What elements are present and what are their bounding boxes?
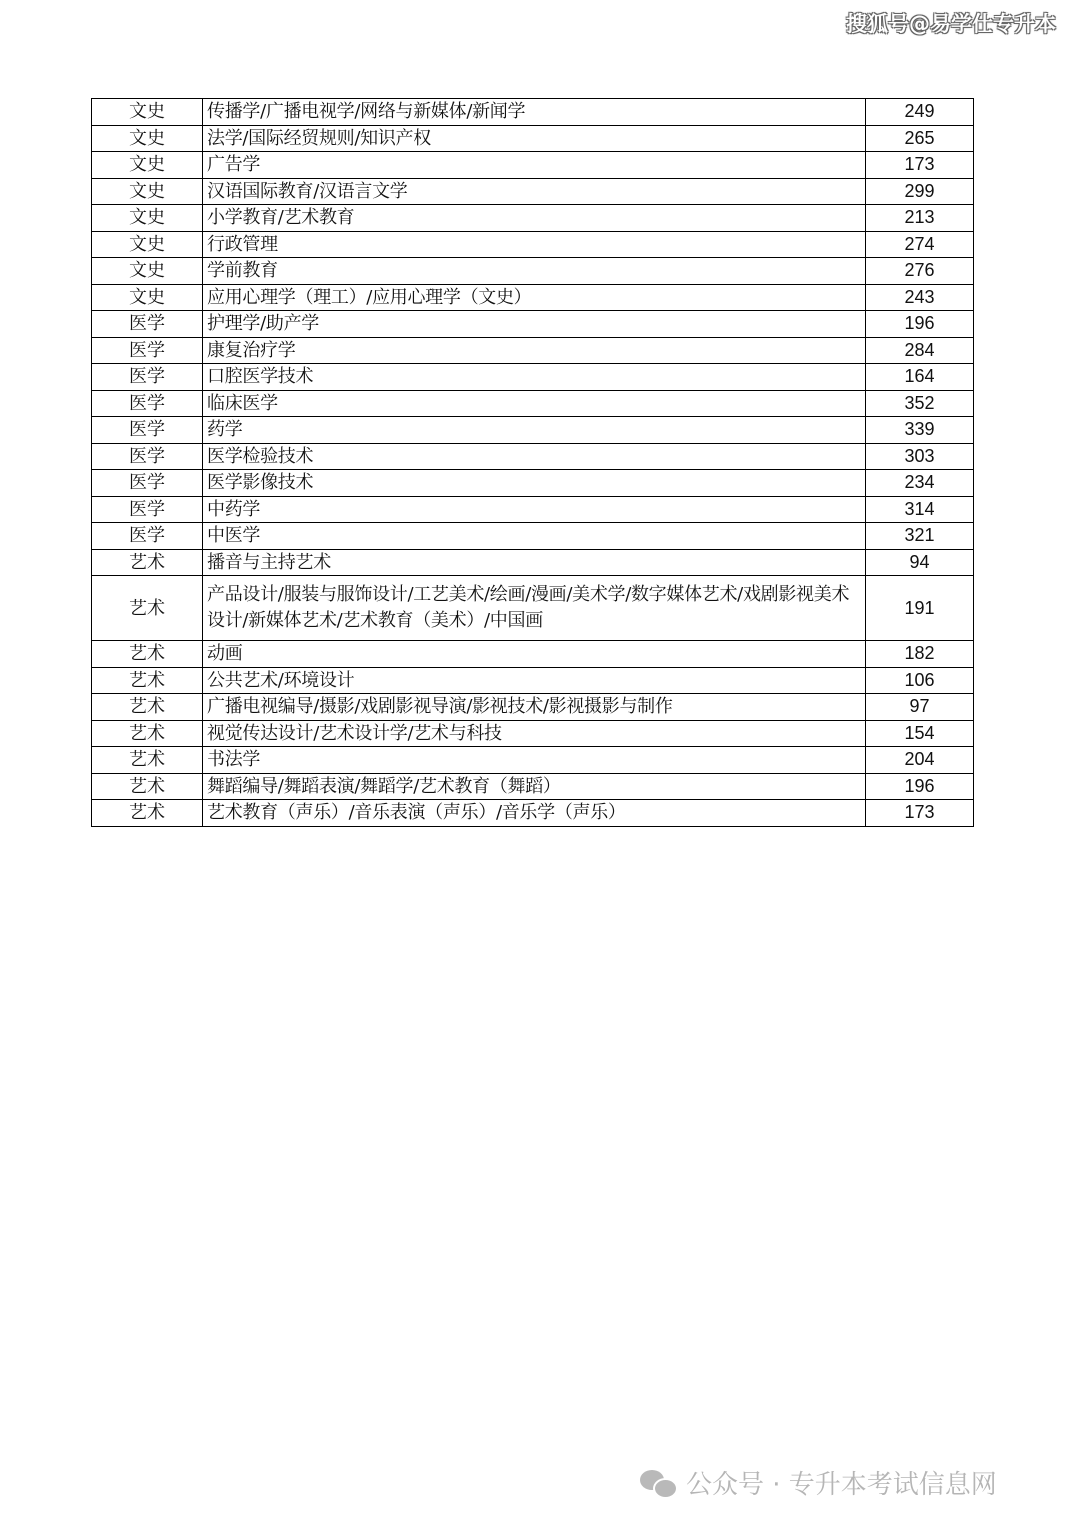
- table-row: [92, 258, 974, 285]
- major-cell: 中药学: [203, 496, 866, 523]
- table-row: [92, 178, 974, 205]
- score-cell: 182: [866, 641, 974, 668]
- major-cell: 公共艺术/环境设计: [203, 667, 866, 694]
- table-row: [92, 667, 974, 694]
- table-row: [92, 747, 974, 774]
- category-cell: 文史: [92, 152, 203, 179]
- score-table: [91, 98, 974, 827]
- score-cell: 173: [866, 152, 974, 179]
- major-cell: 舞蹈编导/舞蹈表演/舞蹈学/艺术教育（舞蹈）: [203, 773, 866, 800]
- major-cell: 口腔医学技术: [203, 364, 866, 391]
- category-cell: 艺术: [92, 800, 203, 827]
- score-cell: 97: [866, 694, 974, 721]
- major-cell: 康复治疗学: [203, 337, 866, 364]
- category-cell: 医学: [92, 470, 203, 497]
- score-cell: 204: [866, 747, 974, 774]
- table-row: [92, 549, 974, 576]
- major-cell: 艺术教育（声乐）/音乐表演（声乐）/音乐学（声乐）: [203, 800, 866, 827]
- major-cell: 药学: [203, 417, 866, 444]
- major-cell: 行政管理: [203, 231, 866, 258]
- major-cell: 中医学: [203, 523, 866, 550]
- major-cell: 传播学/广播电视学/网络与新媒体/新闻学: [203, 99, 866, 126]
- major-cell: 法学/国际经贸规则/知识产权: [203, 125, 866, 152]
- major-cell: 医学影像技术: [203, 470, 866, 497]
- score-cell: 339: [866, 417, 974, 444]
- table-row: [92, 152, 974, 179]
- category-cell: 医学: [92, 523, 203, 550]
- score-cell: 191: [866, 576, 974, 641]
- category-cell: 文史: [92, 99, 203, 126]
- table-row: [92, 205, 974, 232]
- table-row: [92, 523, 974, 550]
- category-cell: 医学: [92, 443, 203, 470]
- watermark-bottom: [640, 1464, 997, 1501]
- score-cell: 249: [866, 99, 974, 126]
- category-cell: 文史: [92, 231, 203, 258]
- major-cell: 护理学/助产学: [203, 311, 866, 338]
- score-cell: 196: [866, 311, 974, 338]
- major-cell: 播音与主持艺术: [203, 549, 866, 576]
- score-cell: 173: [866, 800, 974, 827]
- score-cell: 164: [866, 364, 974, 391]
- table-row: [92, 337, 974, 364]
- table-row: [92, 694, 974, 721]
- major-cell: 书法学: [203, 747, 866, 774]
- category-cell: 艺术: [92, 720, 203, 747]
- table-row: [92, 390, 974, 417]
- score-cell: 352: [866, 390, 974, 417]
- category-cell: 文史: [92, 284, 203, 311]
- table-row: [92, 443, 974, 470]
- score-cell: 314: [866, 496, 974, 523]
- category-cell: 艺术: [92, 747, 203, 774]
- score-cell: 154: [866, 720, 974, 747]
- watermark-top: 搜狐号@易学仕专升本: [846, 12, 1056, 36]
- table-row: [92, 800, 974, 827]
- category-cell: 文史: [92, 125, 203, 152]
- category-cell: 医学: [92, 417, 203, 444]
- category-cell: 医学: [92, 337, 203, 364]
- table-row: [92, 641, 974, 668]
- category-cell: 艺术: [92, 667, 203, 694]
- category-cell: 医学: [92, 496, 203, 523]
- category-cell: 医学: [92, 311, 203, 338]
- score-cell: 274: [866, 231, 974, 258]
- score-cell: 276: [866, 258, 974, 285]
- major-cell: 临床医学: [203, 390, 866, 417]
- major-cell: 小学教育/艺术教育: [203, 205, 866, 232]
- category-cell: 艺术: [92, 773, 203, 800]
- table-row: [92, 417, 974, 444]
- score-cell: 321: [866, 523, 974, 550]
- score-cell: 303: [866, 443, 974, 470]
- score-cell: 94: [866, 549, 974, 576]
- major-cell: 应用心理学（理工）/应用心理学（文史）: [203, 284, 866, 311]
- score-cell: 265: [866, 125, 974, 152]
- score-cell: 243: [866, 284, 974, 311]
- table-row: [92, 231, 974, 258]
- category-cell: 医学: [92, 390, 203, 417]
- major-cell: 动画: [203, 641, 866, 668]
- category-cell: 文史: [92, 178, 203, 205]
- table-row: [92, 311, 974, 338]
- major-cell: 广告学: [203, 152, 866, 179]
- score-cell: 196: [866, 773, 974, 800]
- score-table-body: [92, 99, 974, 827]
- watermark-bottom-text: 公众号 · 专升本考试信息网: [686, 1470, 997, 1500]
- table-row: [92, 576, 974, 641]
- score-cell: 299: [866, 178, 974, 205]
- major-cell: 广播电视编导/摄影/戏剧影视导演/影视技术/影视摄影与制作: [203, 694, 866, 721]
- major-cell: 视觉传达设计/艺术设计学/艺术与科技: [203, 720, 866, 747]
- major-cell: 产品设计/服装与服饰设计/工艺美术/绘画/漫画/美术学/数字媒体艺术/戏剧影视美术设计/新媒体艺术/艺术教育（美术）/中国画: [203, 576, 866, 641]
- category-cell: 艺术: [92, 549, 203, 576]
- table-row: [92, 496, 974, 523]
- wechat-icon: [640, 1468, 676, 1498]
- table-row: [92, 125, 974, 152]
- table-row: [92, 99, 974, 126]
- score-cell: 234: [866, 470, 974, 497]
- score-cell: 284: [866, 337, 974, 364]
- table-row: [92, 470, 974, 497]
- category-cell: 艺术: [92, 694, 203, 721]
- table-row: [92, 773, 974, 800]
- category-cell: 艺术: [92, 641, 203, 668]
- score-cell: 213: [866, 205, 974, 232]
- category-cell: 文史: [92, 205, 203, 232]
- major-cell: 学前教育: [203, 258, 866, 285]
- table-row: [92, 364, 974, 391]
- category-cell: 艺术: [92, 576, 203, 641]
- table-row: [92, 284, 974, 311]
- major-cell: 汉语国际教育/汉语言文学: [203, 178, 866, 205]
- category-cell: 医学: [92, 364, 203, 391]
- score-cell: 106: [866, 667, 974, 694]
- major-cell: 医学检验技术: [203, 443, 866, 470]
- category-cell: 文史: [92, 258, 203, 285]
- table-row: [92, 720, 974, 747]
